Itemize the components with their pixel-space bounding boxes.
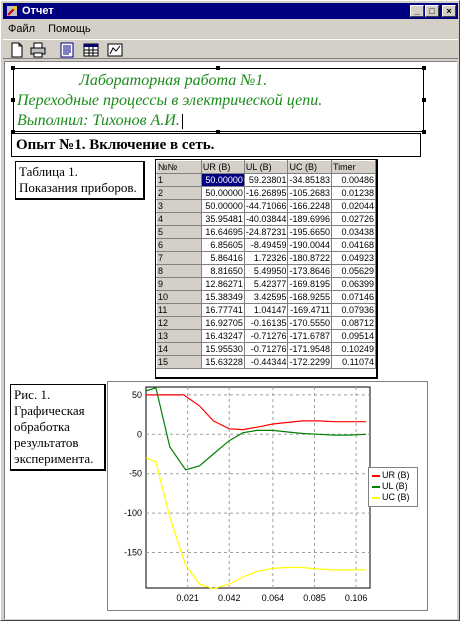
x-tick-label: 0.042 [217,593,241,603]
table-cell[interactable]: 8.81650 [201,265,244,278]
row-header[interactable]: 5 [157,226,202,239]
row-header[interactable]: 7 [157,252,202,265]
x-tick-label: 0.021 [176,593,199,603]
row-header[interactable]: 11 [157,304,202,317]
table-cell[interactable]: 50.00000 [201,187,244,200]
table-cell[interactable]: 0.06399 [332,278,376,291]
y-tick-label: -100 [123,508,142,519]
text-icon[interactable] [59,42,75,58]
table-cell[interactable]: -16.26895 [245,188,287,198]
table-cell[interactable]: 16.43247 [201,330,244,343]
table-cell[interactable]: 6.85605 [201,239,244,252]
author-line: Выполнил: Тихонов А.И. [17,111,183,131]
table-icon[interactable] [83,42,99,58]
column-header[interactable]: Timer [332,161,376,174]
table-cell[interactable]: -44.71066 [245,201,287,211]
table-cell[interactable]: -171.9548 [289,344,330,354]
menu-file[interactable]: Файл [8,23,36,35]
row-header[interactable]: 12 [157,317,202,330]
table-cell[interactable]: -168.9255 [289,292,330,302]
y-tick-label: -50 [128,468,142,479]
table-cell[interactable]: 0.02044 [332,200,376,213]
figure-caption: Рис. 1. Графическая обработка результатов эксперимента. [10,384,106,471]
resize-handle[interactable] [11,66,15,70]
table-cell[interactable]: -105.2683 [289,188,330,198]
minimize-button[interactable]: _ [410,5,424,17]
row-header[interactable]: 14 [157,343,202,356]
table-row [157,265,376,278]
table-cell[interactable]: 50.00000 [201,174,244,187]
table-row [157,278,376,291]
table-row [157,304,376,317]
legend-label: UL (B) [382,481,408,491]
column-header[interactable]: UC (B) [288,161,332,174]
row-header[interactable]: 13 [157,330,202,343]
table-cell[interactable]: 16.77741 [201,304,244,317]
table-cell[interactable]: -172.2299 [289,357,330,367]
y-tick-label: 50 [131,389,142,400]
table-cell[interactable]: -171.6787 [289,331,330,341]
legend-item [372,492,414,503]
table-cell[interactable]: 0.04923 [332,252,376,265]
table-row [157,213,376,226]
report-document[interactable] [4,61,457,619]
table-cell[interactable]: 0.05629 [332,265,376,278]
row-header[interactable]: 2 [157,187,202,200]
column-header[interactable]: UL (B) [244,161,288,174]
legend-item [372,481,414,492]
toolbar [3,39,458,59]
table-cell[interactable]: 5.86416 [201,252,244,265]
table-row [157,239,376,252]
table-cell[interactable]: 12.86271 [201,278,244,291]
x-tick-label: 0.106 [344,593,368,603]
menu-bar [3,21,458,37]
resize-handle[interactable] [422,98,426,102]
app-icon [6,5,18,17]
legend-swatch [372,475,380,477]
lab-subtitle: Переходные процессы в электрической цепи. [17,92,323,109]
table-cell[interactable]: 15.95530 [201,343,244,356]
lab-title: Лабораторная работа №1. [79,72,268,89]
column-header[interactable]: UR (B) [201,161,244,174]
table-cell[interactable]: -169.4711 [288,304,332,317]
y-tick-label: 0 [136,429,142,440]
chart-legend [368,467,418,507]
resize-handle[interactable] [216,66,220,70]
row-header[interactable]: 3 [157,200,202,213]
resize-handle[interactable] [422,130,426,134]
title-bar[interactable] [3,3,458,19]
readings-table[interactable] [155,159,378,379]
table-cell[interactable]: 0.00486 [332,174,376,187]
table-cell[interactable]: 0.10249 [332,343,376,356]
legend-label: UR (B) [382,470,410,480]
table-row [157,174,376,187]
chart-icon[interactable] [107,42,123,58]
maximize-button[interactable]: □ [425,5,439,17]
table-cell[interactable]: 5.42377 [244,278,288,291]
row-header[interactable]: 8 [157,265,202,278]
table-cell[interactable]: -169.8195 [289,279,330,289]
table-row [157,330,376,343]
table-cell[interactable]: 5.49950 [244,265,288,278]
table-row [157,200,376,213]
table-cell[interactable]: -180.8722 [289,253,330,263]
table-caption: Таблица 1. Показания приборов. [15,161,145,200]
table-row [157,343,376,356]
table-cell[interactable]: 0.04168 [332,239,376,252]
table-cell[interactable]: -173.8646 [289,266,330,276]
legend-item [372,470,414,481]
column-header[interactable]: №№ [157,161,202,174]
table-cell[interactable]: -166.2248 [289,201,330,211]
table-row [157,187,376,200]
window-title: Отчет [22,5,54,17]
experiment-title: Опыт №1. Включение в сеть. [11,133,421,157]
table-cell[interactable]: 1.04147 [244,304,288,317]
table-row [157,317,376,330]
row-header[interactable]: 10 [157,291,202,304]
menu-help[interactable]: Помощь [48,23,91,35]
table-cell[interactable]: 0.08712 [332,317,376,330]
row-header[interactable]: 4 [157,213,202,226]
table-cell[interactable]: 0.02726 [332,213,376,226]
readings-grid [156,160,376,369]
table-cell[interactable]: -190.0044 [289,240,330,250]
table-cell[interactable]: 0.07146 [332,291,376,304]
table-cell[interactable]: -8.49459 [244,239,288,252]
table-cell[interactable]: 16.64695 [201,226,244,239]
x-tick-label: 0.085 [303,593,326,603]
resize-handle[interactable] [11,98,15,102]
table-cell[interactable]: -40.03844 [245,214,287,224]
table-row [157,252,376,265]
table-cell[interactable]: 50.00000 [201,200,244,213]
table-cell[interactable]: 0.01238 [332,187,376,200]
table-cell[interactable]: 0.09514 [332,330,376,343]
table-cell[interactable]: 0.11074 [332,356,376,369]
table-cell[interactable]: -170.5550 [289,318,330,328]
table-cell[interactable]: -0.44344 [244,356,288,369]
table-cell[interactable]: 0.03438 [332,226,376,239]
table-cell[interactable]: 15.63228 [201,356,244,369]
x-tick-label: 0.064 [261,593,285,603]
table-cell[interactable]: -24.87231 [245,227,287,237]
text-cursor [182,114,183,129]
table-cell[interactable]: -0.16135 [244,317,288,330]
resize-handle[interactable] [422,66,426,70]
table-cell[interactable]: -189.6996 [289,214,330,224]
table-cell[interactable]: -34.85183 [289,175,330,185]
header-text-frame[interactable] [13,68,424,132]
table-cell[interactable]: 59.23801 [244,174,288,187]
table-cell[interactable]: -195.6650 [289,227,330,237]
table-row [157,356,376,369]
table-cell[interactable]: 15.38349 [201,291,244,304]
print-icon[interactable] [30,42,46,58]
legend-swatch [372,486,380,488]
close-button[interactable]: × [442,5,456,17]
row-header[interactable]: 1 [157,174,202,187]
table-cell[interactable]: 35.95481 [201,213,244,226]
table-cell[interactable]: 0.07936 [332,304,376,317]
row-header[interactable]: 9 [157,278,202,291]
table-row [157,291,376,304]
legend-swatch [372,497,380,499]
plot-area [146,387,370,588]
table-cell[interactable]: 16.92705 [201,317,244,330]
table-cell[interactable]: 3.42595 [244,291,288,304]
legend-label: UC (B) [382,492,410,502]
table-cell[interactable]: 1.72326 [244,252,288,265]
table-row [157,226,376,239]
y-tick-label: -150 [123,547,142,558]
table-cell[interactable]: -0.71276 [244,330,288,343]
row-header[interactable]: 15 [157,356,202,369]
row-header[interactable]: 6 [157,239,202,252]
table-cell[interactable]: -0.71276 [244,343,288,356]
new-icon[interactable] [9,42,25,58]
